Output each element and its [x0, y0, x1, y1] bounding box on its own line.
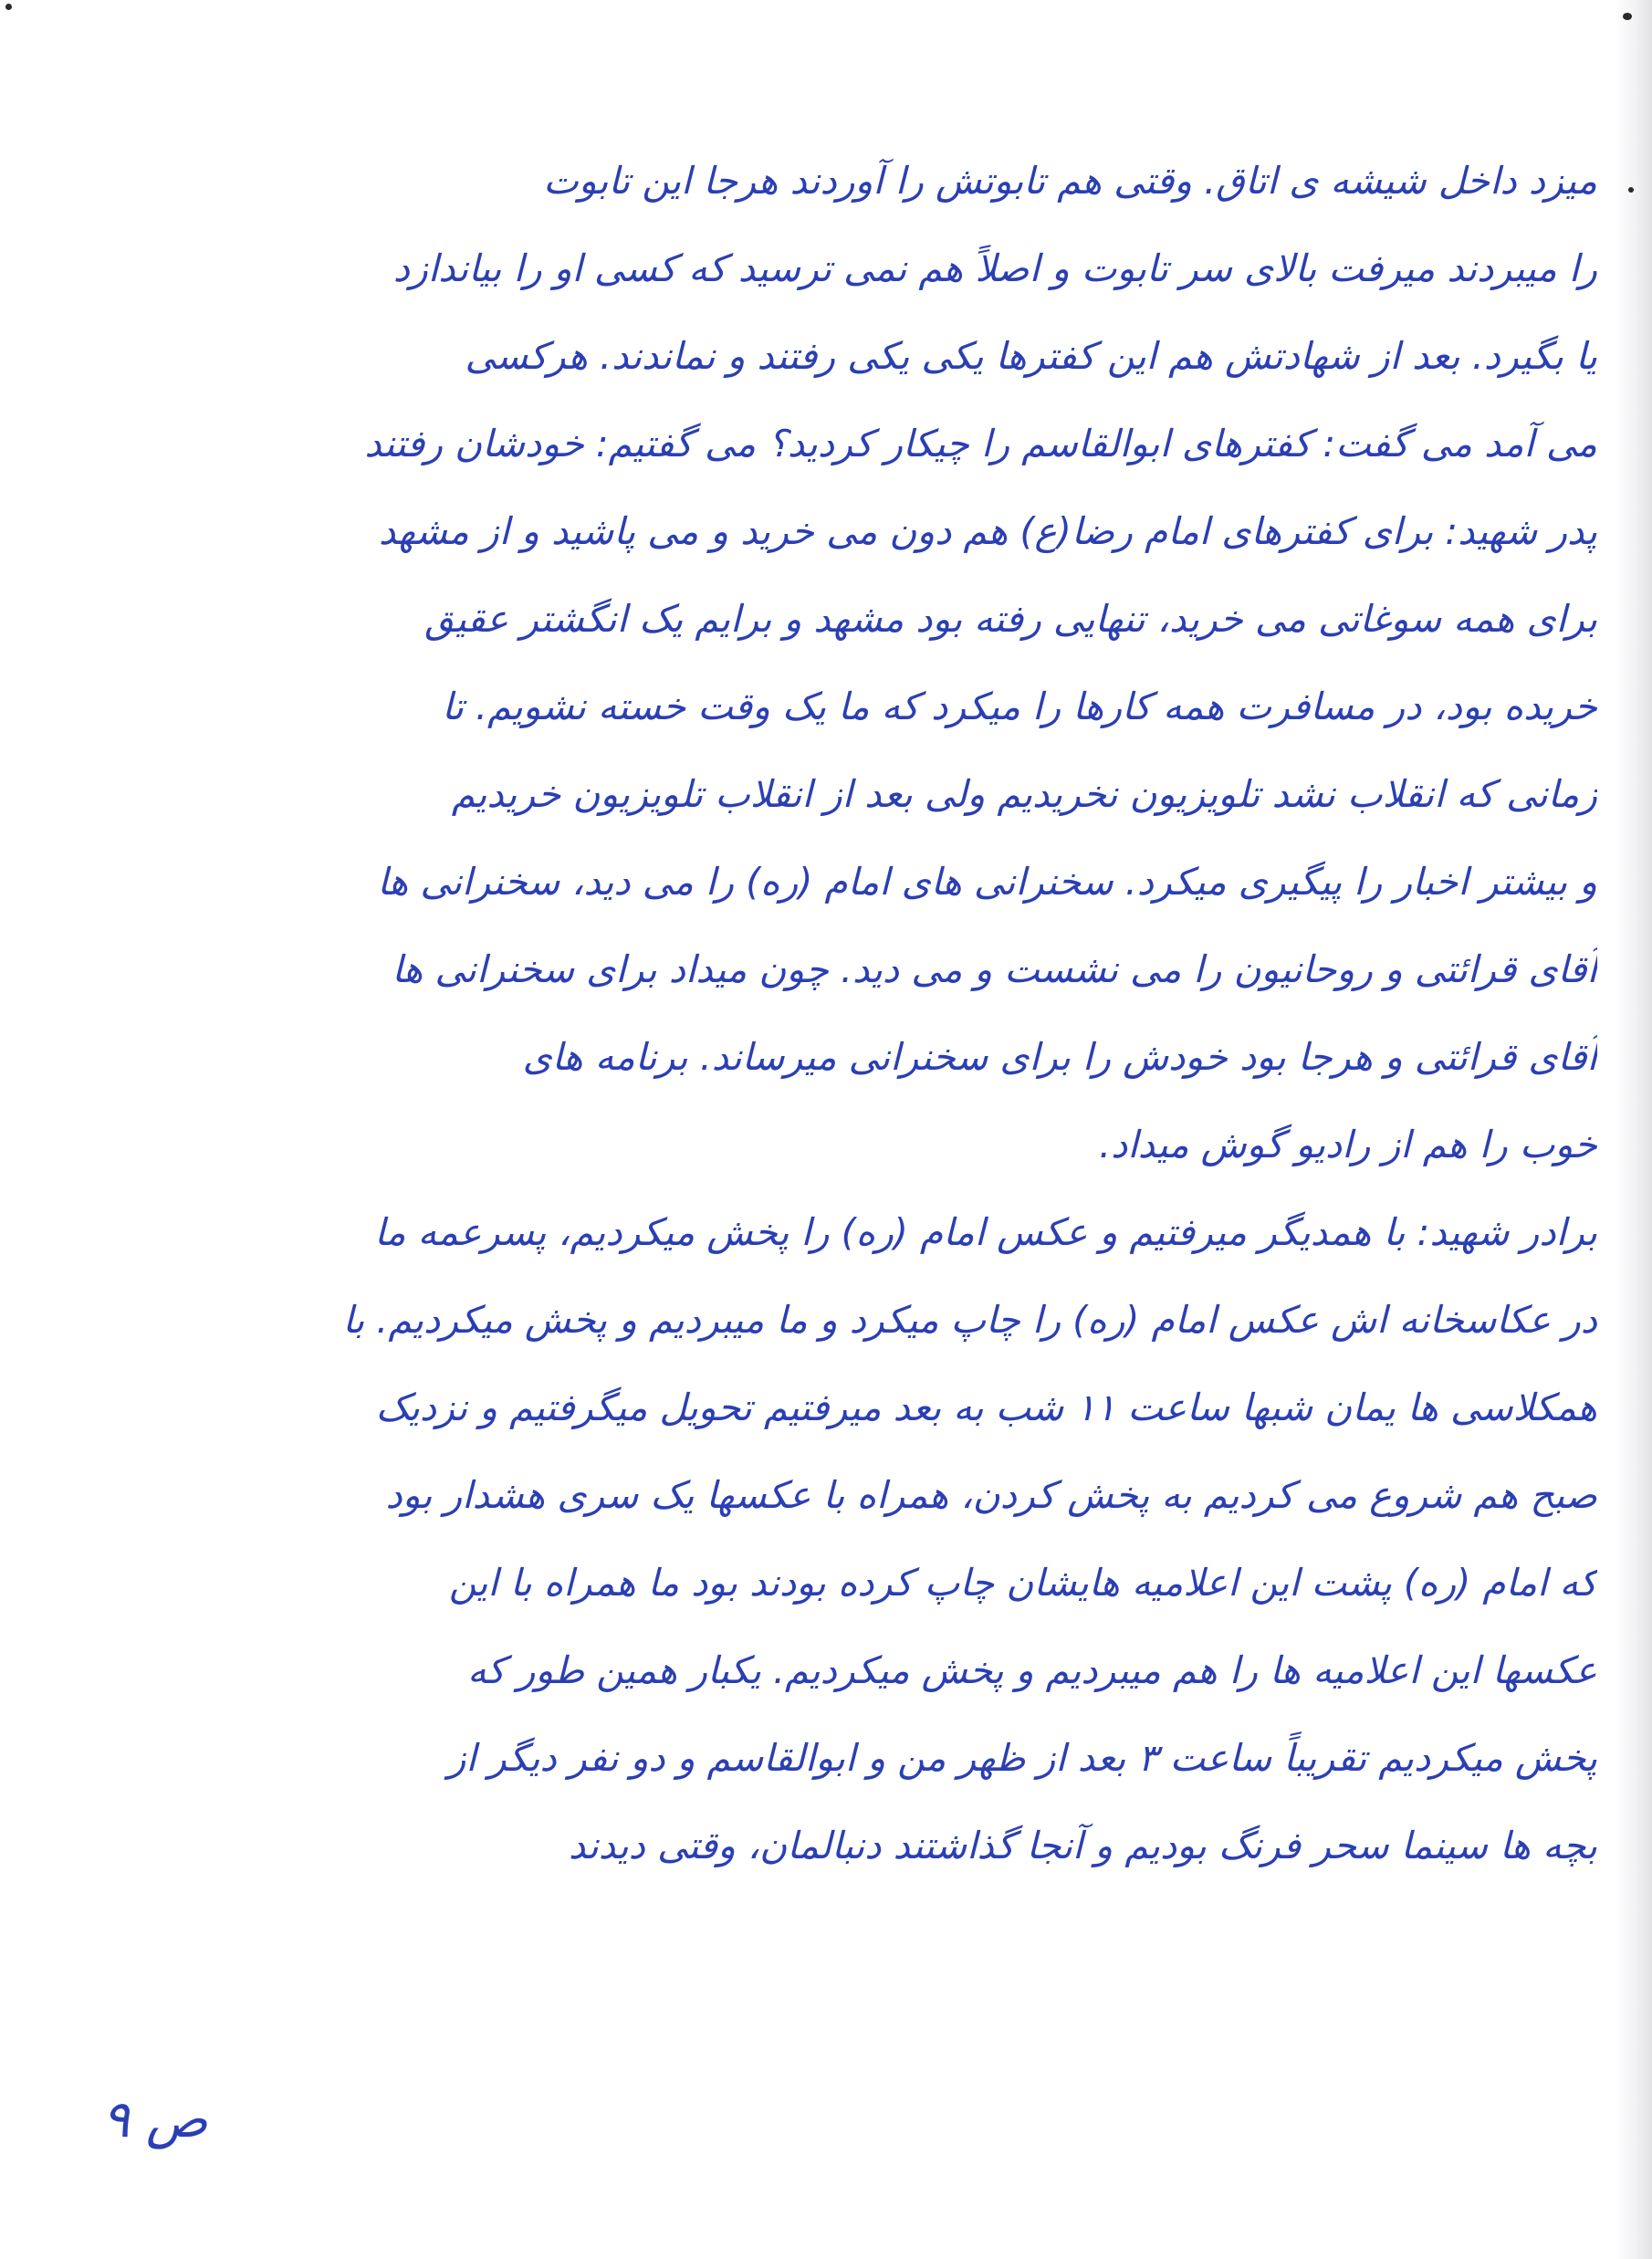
text-line: صبح هم شروع می کردیم به پخش کردن، همراه با عکسها یک سری هشدار بود	[385, 1473, 1597, 1517]
text-line: پدر شهید: برای کفترهای امام رضا(ع) هم دون می خرید و می پاشید و از مشهد	[378, 509, 1597, 553]
text-line: را میبردند میرفت بالای سر تابوت و اصلاً هم نمی ترسید که کسی او را بیاندازد	[392, 246, 1597, 290]
text-line: در عکاسخانه اش عکس امام (ره) را چاپ میکرد و ما میبردیم و پخش میکردیم. با	[342, 1298, 1597, 1342]
text-line: عکسها این اعلامیه ها را هم میبردیم و پخش میکردیم. یکبار همین طور که	[467, 1648, 1597, 1692]
text-line: میزد داخل شیشه ی اتاق. وقتی هم تابوتش را آوردند هرجا این تابوت	[543, 159, 1597, 203]
text-line: یا بگیرد. بعد از شهادتش هم این کفترها یکی یکی رفتند و نماندند. هرکسی	[465, 334, 1597, 378]
text-line: و بیشتر اخبار را پیگیری میکرد. سخنرانی های امام (ره) را می دید، سخنرانی ها	[377, 860, 1597, 904]
text-line: که امام (ره) پشت این اعلامیه هایشان چاپ کرده بودند بود ما همراه با این	[448, 1561, 1597, 1605]
text-line: خریده بود، در مسافرت همه کارها را میکرد که ما یک وقت خسته نشویم. تا	[442, 685, 1597, 728]
text-line: آقای قرائتی و روحانیون را می نشست و می دید. چون میداد برای سخنرانی ها	[392, 947, 1597, 991]
text-line: برای همه سوغاتی می خرید، تنهایی رفته بود مشهد و برایم یک انگشتر عقیق	[424, 597, 1597, 641]
text-line: پخش میکردیم تقریباً ساعت ۳ بعد از ظهر من و ابوالقاسم و دو نفر دیگر از	[447, 1736, 1597, 1780]
scan-edge-shadow	[1614, 0, 1652, 2259]
text-line: آقای قرائتی و هرجا بود خودش را برای سخنرانی میرساند. برنامه های	[522, 1035, 1597, 1079]
scan-speck	[1623, 13, 1632, 20]
scan-speck	[1628, 187, 1634, 193]
handwritten-text-block	[64, 137, 1597, 1889]
text-line: همکلاسی ها یمان شبها ساعت ۱۱ شب به بعد میرفتیم تحویل میگرفتیم و نزدیک	[375, 1386, 1597, 1429]
scan-speck	[5, 4, 12, 10]
text-line: برادر شهید: با همدیگر میرفتیم و عکس امام (ره) را پخش میکردیم، پسرعمه ما	[374, 1210, 1597, 1254]
page-number: ص ۹	[102, 2090, 208, 2149]
text-line: زمانی که انقلاب نشد تلویزیون نخریدیم ولی بعد از انقلاب تلویزیون خریدیم	[451, 772, 1597, 816]
text-line: خوب را هم از رادیو گوش میداد.	[1099, 1123, 1597, 1166]
text-line: می آمد می گفت: کفترهای ابوالقاسم را چیکار کردید؟ می گفتیم: خودشان رفتند	[364, 422, 1597, 465]
text-line: بچه ها سینما سحر فرنگ بودیم و آنجا گذاشتند دنبالمان، وقتی دیدند	[568, 1824, 1597, 1867]
